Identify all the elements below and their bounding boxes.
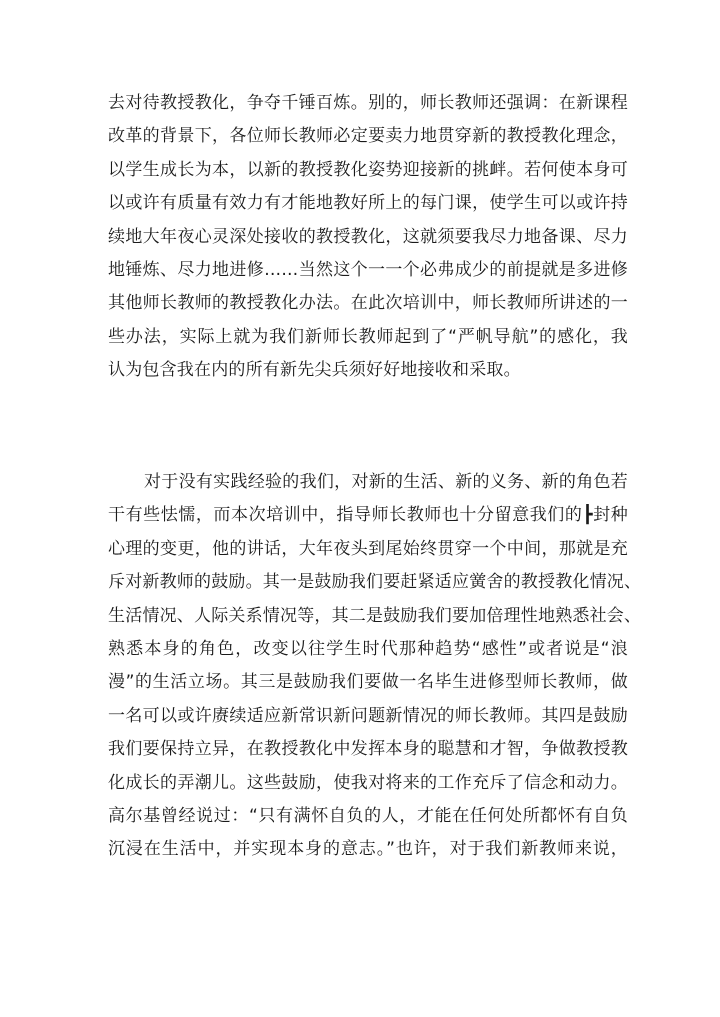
text-line: 其他师长教师的教授教化办法。在此次培训中，师长教师所讲述的一	[108, 293, 628, 314]
text-line: 心理的变更，他的讲话，大年夜头到尾始终贯穿一个中间，那就是充	[108, 538, 628, 559]
text-line: 熟悉本身的角色，改变以往学生时代那种趋势“感性”或者说是“浪	[108, 638, 628, 659]
text-line: 斥对新教师的鼓励。其一是鼓励我们要赶紧适应黉舍的教授教化情况、	[108, 572, 642, 593]
text-line: 以学生成长为本，以新的教授教化姿势迎接新的挑衅。若何使本身可	[108, 159, 628, 180]
text-line: 认为包含我在内的所有新先尖兵须好好地接收和采取。	[108, 360, 521, 381]
text-line: 漫”的生活立场。其三是鼓励我们要做一名毕生进修型师长教师，做	[108, 672, 628, 693]
text-line: 我们要保持立异，在教授教化中发挥本身的聪慧和才智，争做教授教	[108, 739, 628, 760]
text-line: 地锤炼、尽力地进修……当然这个一一个必弗成少的前提就是多进修	[108, 259, 628, 280]
text-line: 生活情况、人际关系情况等，其二是鼓励我们要加倍理性地熟悉社会、	[108, 605, 642, 626]
text-line: 去对待教授教化，争夺千锤百炼。别的，师长教师还强调：在新课程	[108, 93, 628, 113]
text-line: 续地大年夜心灵深处接收的教授教化，这就须要我尽力地备课、尽力	[108, 226, 628, 247]
text-line: 干有些怯懦，而本次培训中，指导师长教师也十分留意我们的┣封种	[108, 505, 628, 526]
text-line: 改革的背景下，各位师长教师必定要卖力地贯穿新的教授教化理念，	[108, 126, 628, 147]
text-line: 以或许有质量有效力有才能地教好所上的每门课，使学生可以或许持	[108, 193, 628, 214]
text-line: 些办法，实际上就为我们新师长教师起到了“严帆导航”的感化，我	[108, 326, 628, 347]
paragraph-2	[108, 466, 642, 867]
text-line: 沉浸在生活中，并实现本身的意志。”也许，对于我们新教师来说，	[108, 839, 628, 860]
text-line: 化成长的弄潮儿。这些鼓励，使我对将来的工作充斥了信念和动力。	[108, 772, 628, 793]
text-line: 一名可以或许赓续适应新常识新问题新情况的师长教师。其四是鼓励	[108, 705, 628, 726]
text-line: 高尔基曾经说过：“只有满怀自负的人，才能在任何处所都怀有自负	[108, 805, 628, 826]
text-line: 对于没有实践经验的我们，对新的生活、新的义务、新的角色若	[144, 472, 628, 492]
paragraph-1	[108, 87, 628, 388]
